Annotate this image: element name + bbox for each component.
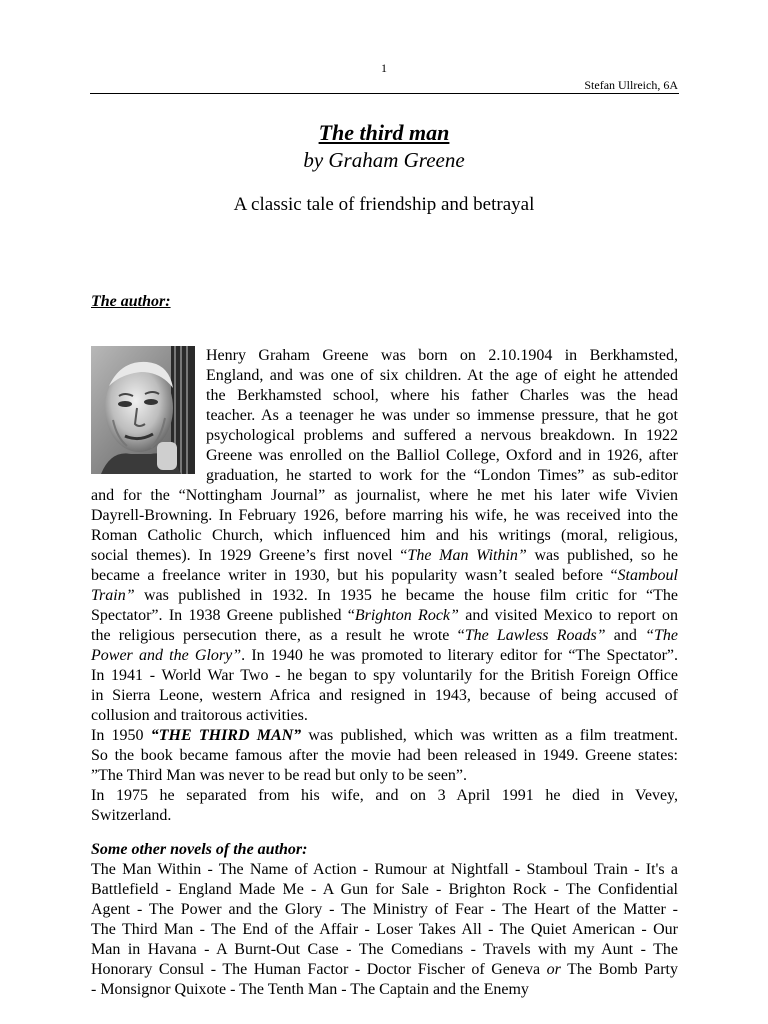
document-title: The third man bbox=[318, 120, 450, 145]
header-rule bbox=[90, 93, 679, 94]
novels-line-5: Man in Havana - A Burnt-Out Case - The Comedians - Travels with my Aunt - The bbox=[91, 941, 678, 958]
bio-line-14: Spectator”. In 1938 Greene published “Brighton Rock” and visited Mexico to report on bbox=[91, 607, 679, 624]
tagline: A classic tale of friendship and betrayal bbox=[233, 194, 535, 215]
bio-line-2: England, and was one of six children. At the age of eight he attended bbox=[206, 367, 678, 384]
bio-line-23: In 1975 he separated from his wife, and on 3 April 1991 he died in Vevey, bbox=[91, 787, 678, 804]
bio-line-19: collusion and traitorous activities. bbox=[91, 707, 308, 724]
bio-line-11: social themes). In 1929 Greene’s first novel “The Man Within” was published, so he bbox=[91, 547, 679, 564]
bio-line-21: So the book became famous after the movie had been released in 1949. Greene states: bbox=[91, 747, 678, 764]
bio-line-15: the religious persecution there, as a result he wrote “The Lawless Roads” and “The bbox=[91, 627, 678, 644]
author-portrait bbox=[91, 346, 195, 474]
header-author: Stefan Ullreich, 6A bbox=[584, 78, 678, 92]
bio-line-17: In 1941 - World War Two - he began to spy voluntarily for the British Foreign Office bbox=[91, 667, 678, 684]
bio-line-7: graduation, he started to work for the “London Times” as sub-editor bbox=[206, 467, 678, 484]
novels-heading: Some other novels of the author: bbox=[91, 841, 308, 858]
bio-line-4: teacher. As a teenager he was under so immense pressure, that he got bbox=[206, 407, 678, 424]
novels-line-3: Agent - The Power and the Glory - The Ministry of Fear - The Heart of the Matter - bbox=[91, 901, 678, 918]
byline: by Graham Greene bbox=[303, 148, 465, 172]
bio-line-6: Greene was enrolled on the Balliol College, Oxford and in 1926, after bbox=[206, 447, 678, 464]
bio-line-12: became a freelance writer in 1930, but his popularity wasn’t sealed before “Stamboul bbox=[91, 567, 678, 584]
bio-line-20: In 1950 “THE THIRD MAN” was published, which was written as a film treatment. bbox=[91, 727, 678, 744]
novels-line-6: Honorary Consul - The Human Factor - Doctor Fischer of Geneva or The Bomb Party bbox=[91, 961, 678, 978]
bio-line-5: psychological problems and suffered a nervous breakdown. In 1922 bbox=[206, 427, 678, 444]
bio-line-16: Power and the Glory”. In 1940 he was promoted to literary editor for “The Spectator”. bbox=[91, 647, 679, 664]
novels-line-7: - Monsignor Quixote - The Tenth Man - The Captain and the Enemy bbox=[91, 981, 529, 998]
novels-line-4: The Third Man - The End of the Affair - Loser Takes All - The Quiet American - Our bbox=[91, 921, 678, 938]
bio-line-13: Train” was published in 1932. In 1935 he became the house film critic for “The bbox=[91, 587, 678, 604]
bio-line-1: Henry Graham Greene was born on 2.10.1904 in Berkhamsted, bbox=[206, 347, 678, 364]
author-portrait-icon bbox=[91, 346, 195, 474]
novels-line-2: Battlefield - England Made Me - A Gun for Sale - Brighton Rock - The Confidential bbox=[91, 881, 678, 898]
bio-line-8: and for the “Nottingham Journal” as journalist, where he met his later wife Vivien bbox=[91, 487, 678, 504]
bio-line-24: Switzerland. bbox=[91, 807, 172, 824]
bio-line-3: the Berkhamsted school, where his father Charles was the head bbox=[206, 387, 678, 404]
author-heading: The author: bbox=[91, 293, 171, 310]
bio-line-18: in Sierra Leone, western Africa and resigned in 1943, because of being accused of bbox=[91, 687, 678, 704]
bio-line-22: ”The Third Man was never to be read but only to be seen”. bbox=[91, 767, 468, 784]
page-number: 1 bbox=[381, 61, 387, 75]
bio-line-10: Roman Catholic Church, which influenced him and his writings (moral, religious, bbox=[91, 527, 678, 544]
bio-line-9: Dayrell-Browning. In February 1926, before marring his wife, he was received into the bbox=[91, 507, 678, 524]
novels-line-1: The Man Within - The Name of Action - Rumour at Nightfall - Stamboul Train - It's a bbox=[91, 861, 678, 878]
